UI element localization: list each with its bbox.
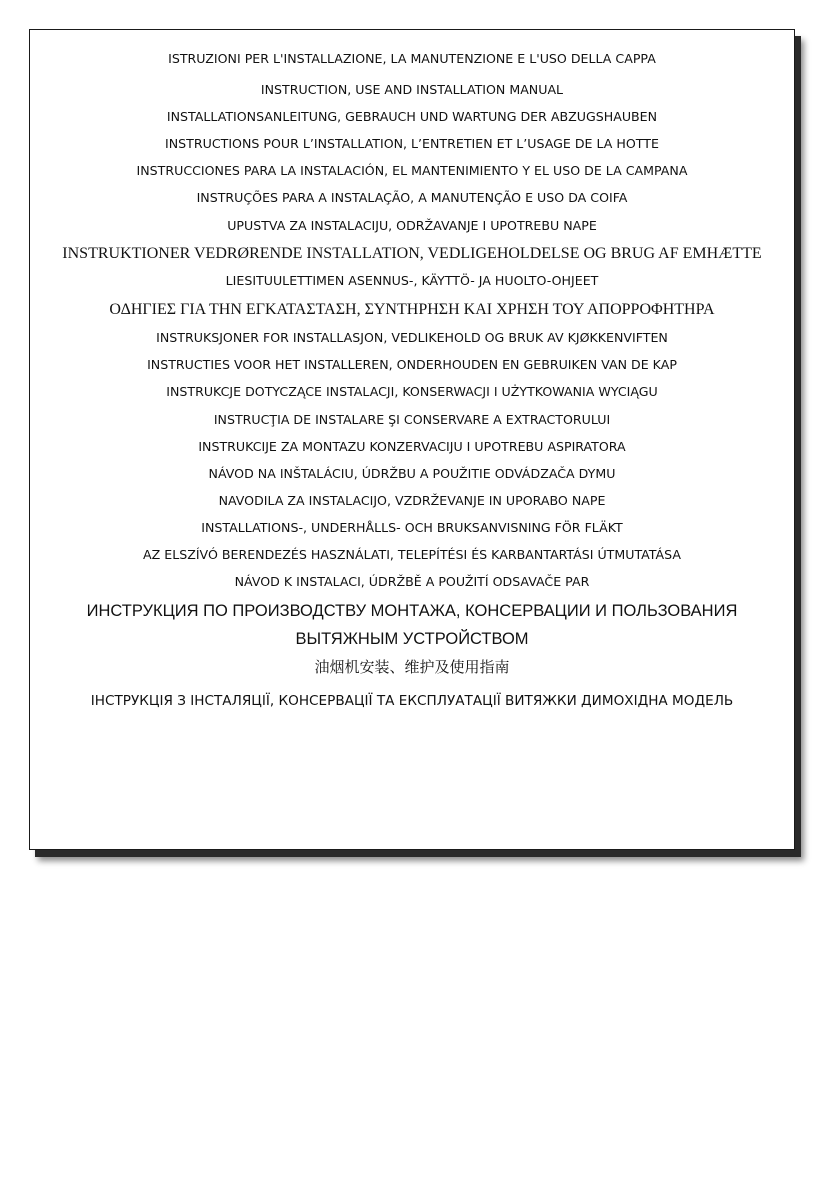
title-hungarian: AZ ELSZÍVÓ BERENDEZÉS HASZNÁLATI, TELEPÍTÉSI ÉS KARBANTARTÁSI ÚTMUTATÁSA bbox=[143, 547, 681, 562]
title-czech: NÁVOD K INSTALACI, ÚDRŽBĚ A POUŽITÍ ODSAVAČE PAR bbox=[234, 574, 590, 589]
title-french: INSTRUCTIONS POUR L’INSTALLATION, L’ENTRETIEN ET L’USAGE DE LA HOTTE bbox=[165, 136, 659, 151]
title-russian-line-2: ВЫТЯЖНЫМ УСТРОЙСТВОМ bbox=[295, 630, 529, 648]
title-ukrainian: ІНСТРУКЦІЯ З ІНСТАЛЯЦІЇ, КОНСЕРВАЦІЇ ТА ЕКСПЛУАТАЦІЇ ВИТЯЖКИ ДИМОХІДНА МОДЕЛЬ bbox=[90, 693, 734, 709]
title-slovenian: NAVODILA ZA INSTALACIJO, VZDRŽEVANJE IN UPORABO NAPE bbox=[218, 493, 606, 508]
title-portuguese: INSTRUÇÕES PARA A INSTALAÇÃO, A MANUTENÇÃO E USO DA COIFA bbox=[196, 190, 628, 205]
title-english: INSTRUCTION, USE AND INSTALLATION MANUAL bbox=[260, 82, 564, 97]
title-finnish: LIESITUULETTIMEN ASENNUS-, KÄYTTÖ- JA HUOLTO-OHJEET bbox=[225, 273, 599, 288]
title-croatian: UPUSTVA ZA INSTALACIJU, ODRŽAVANJE I UPOTREBU NAPE bbox=[227, 218, 597, 233]
title-dutch: INSTRUCTIES VOOR HET INSTALLEREN, ONDERHOUDEN EN GEBRUIKEN VAN DE KAP bbox=[147, 357, 677, 372]
title-german: INSTALLATIONSANLEITUNG, GEBRAUCH UND WARTUNG DER ABZUGSHAUBEN bbox=[166, 109, 658, 124]
title-serbian: INSTRUKCIJE ZA MONTAZU KONZERVACIJU I UPOTREBU ASPIRATORA bbox=[198, 439, 626, 454]
title-spanish: INSTRUCCIONES PARA LA INSTALACIÓN, EL MANTENIMIENTO Y EL USO DE LA CAMPANA bbox=[136, 163, 688, 178]
title-polish: INSTRUKCJE DOTYCZĄCE INSTALACJI, KONSERWACJI I UŻYTKOWANIA WYCIĄGU bbox=[166, 384, 658, 399]
title-swedish: INSTALLATIONS-, UNDERHÅLLS- OCH BRUKSANVISNING FÖR FLÄKT bbox=[201, 520, 623, 535]
title-chinese: 油烟机安装、维护及使用指南 bbox=[314, 658, 510, 676]
title-danish: INSTRUKTIONER VEDRØRENDE INSTALLATION, VEDLIGEHOLDELSE OG BRUG AF EMHÆTTE bbox=[62, 245, 762, 262]
title-greek: ΟΔΗΓΙΕΣ ΓΙΑ ΤΗΝ ΕΓΚΑΤΑΣΤΑΣΗ, ΣΥΝΤΗΡΗΣΗ ΚΑΙ ΧΡΗΣΗ ΤΟΥ ΑΠΟΡΡΟΦΗΤΗΡΑ bbox=[109, 301, 715, 318]
title-slovak: NÁVOD NA INŠTALÁCIU, ÚDRŽBU A POUŽITIE ODVÁDZAČA DYMU bbox=[208, 466, 616, 481]
title-box bbox=[29, 29, 795, 850]
title-norwegian: INSTRUKSJONER FOR INSTALLASJON, VEDLIKEHOLD OG BRUK AV KJØKKENVIFTEN bbox=[156, 330, 668, 345]
title-italian: ISTRUZIONI PER L'INSTALLAZIONE, LA MANUTENZIONE E L'USO DELLA CAPPA bbox=[168, 51, 656, 66]
title-russian-line-1: ИНСТРУКЦИЯ ПО ПРОИЗВОДСТВУ МОНТАЖА, КОНСЕРВАЦИИ И ПОЛЬЗОВАНИЯ bbox=[86, 602, 738, 620]
title-romanian: INSTRUCŢIA DE INSTALARE ŞI CONSERVARE A EXTRACTORULUI bbox=[213, 412, 611, 427]
